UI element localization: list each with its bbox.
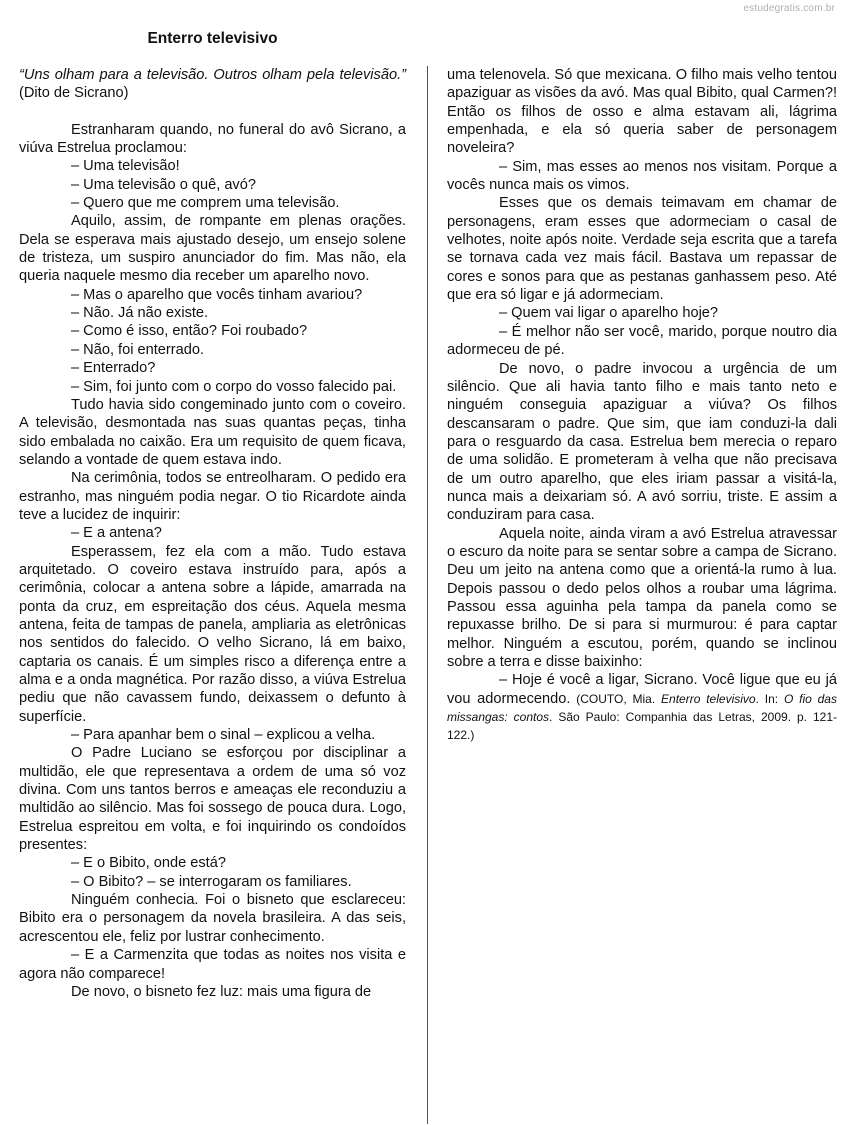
dialogue-line: – Uma televisão o quê, avó? xyxy=(71,176,256,193)
paragraph: Ninguém conhecia. Foi o bisneto que esclareceu: Bibito era o personagem da novela brasileira. A das seis, acrescentou ele, feliz por lustrar conhecimento. xyxy=(19,892,406,945)
dialogue-line: – E a antena? xyxy=(71,525,162,542)
paragraph: Na cerimônia, todos se entreolharam. O pedido era estranho, mas ninguém podia negar. O tio Ricardote ainda teve a lucidez de inquirir: xyxy=(19,470,406,523)
watermark: estudegratis.com.br xyxy=(743,3,835,14)
dialogue-line: – Quero que me comprem uma televisão. xyxy=(71,195,340,212)
paragraph: uma telenovela. Só que mexicana. O filho mais velho tentou apaziguar as visões da avó. Mas qual Bibito, qual Carmen?! Então os filhos de osso e alma estavam ali, lágrima empenhada, e ela só queria saber de personagem noveleira? xyxy=(447,67,837,157)
reference-text: (COUTO, Mia. xyxy=(570,691,662,706)
reference-book: O fio das missangas: contos xyxy=(447,691,837,725)
left-column xyxy=(19,66,406,1001)
dialogue-line: – Como é isso, então? Foi roubado? xyxy=(71,323,308,340)
paragraph: O Padre Luciano se esforçou por disciplinar a multidão, ele que representava a ordem de uma só voz divina. Com uns tantos berros e ameaças ele reconduziu a multidão ao silêncio. Mas foi sossego de pouca dura. Logo, Estrelua espreitou em volta, e foi inquirindo os condoídos presentes: xyxy=(19,745,406,854)
dialogue-line: – Quem vai ligar o aparelho hoje? xyxy=(499,305,719,322)
paragraph: De novo, o bisneto fez luz: mais uma figura de xyxy=(71,983,372,1000)
dialogue-line: – Não. Já não existe. xyxy=(71,305,209,322)
dialogue-line: – Uma televisão! xyxy=(71,158,180,175)
story-title: Enterro televisivo xyxy=(147,30,278,47)
epigraph-quote: “Uns olham para a televisão. Outros olham pela televisão.” xyxy=(19,67,406,83)
paragraph: Esses que os demais teimavam em chamar de personagens, eram esses que adormeciam o casal de velhotes, noite após noite. Verdade seja escrita que a tarefa se tornava cada vez mais fácil. Bastava um repassar de cores e sonos para que as pestanas ganhassem peso. Até que era só ligar e já adormeciam. xyxy=(447,195,837,304)
dialogue-line: – É melhor não ser você, marido, porque noutro dia adormeceu de pé. xyxy=(447,323,837,359)
paragraph: Tudo havia sido congeminado junto com o coveiro. A televisão, desmontada nas suas quantas peças, tinha sido embalada no caixão. Era um requisito de quem ficava, selando a vontade de quem estava indo. xyxy=(19,396,406,468)
dialogue-line: – Mas o aparelho que vocês tinham avariou? xyxy=(71,286,363,303)
reference-title: Enterro televisivo xyxy=(661,691,756,706)
right-column xyxy=(447,66,837,745)
dialogue-line: – E o Bibito, onde está? xyxy=(71,855,226,872)
reference-text: . São Paulo: Companhia das Letras, 2009. p. 121-122.) xyxy=(447,710,837,743)
epigraph-attribution: (Dito de Sicrano) xyxy=(19,85,129,102)
column-divider xyxy=(427,66,428,1124)
closing-line xyxy=(447,671,837,744)
dialogue-line: – O Bibito? – se interrogaram os familiares. xyxy=(71,873,352,890)
dialogue-line: – Enterrado? xyxy=(71,360,156,377)
paragraph: Aquilo, assim, de rompante em plenas orações. Dela se esperava mais ajustado desejo, um ensejo solene de tristeza, um suspiro anunciador do fim. Mas não, ela queria naquele mesmo dia receber um aparelho novo. xyxy=(19,213,406,285)
dialogue-line: – Não, foi enterrado. xyxy=(71,341,205,358)
paragraph: Aquela noite, ainda viram a avó Estrelua atravessar o escuro da noite para se sentar sobre a campa de Sicrano. Deu um jeito na antena como que a orientá-la rumo à lua. Depois passou o dedo pelos olhos a roubar uma lágrima. Passou essa aguinha pela tampa da panela como se repuxasse brilho. De si para si murmurou: é para captar melhor. Ninguém a escutou, porém, quando se inclinou sobre a terra e disse baixinho: xyxy=(447,525,837,670)
dialogue-line: – Para apanhar bem o sinal – explicou a velha. xyxy=(71,727,376,744)
reference-text: . In: xyxy=(755,691,784,706)
dialogue-line: – Sim, foi junto com o corpo do vosso falecido pai. xyxy=(71,378,397,395)
paragraph: De novo, o padre invocou a urgência de um silêncio. Que ali havia tanto filho e mais tanto neto e ninguém conseguia apaziguar a viúva? Os filhos descansaram o padre. Que sim, que iam conduzi-la dali para o resguardo da casa. Estrelua bem merecia o reparo de uma solidão. E prometeram à velha que não precisava de um outro aparelho, que eles iriam passar a visitá-la, nunca mais a deixariam só. A avó sorriu, triste. E assim a conduziram para casa. xyxy=(447,360,837,524)
epigraph xyxy=(19,66,406,103)
dialogue-line: – E a Carmenzita que todas as noites nos visita e agora não comparece! xyxy=(19,947,406,982)
dialogue-line: – Sim, mas esses ao menos nos visitam. Porque a vocês nunca mais os vimos. xyxy=(447,158,837,194)
paragraph: Esperassem, fez ela com a mão. Tudo estava arquitetado. O coveiro estava instruído para, após a cerimônia, colocar a antena sobre a lápide, amarrada na ponta da cruz, em espreitação dos céus. Aquela mesma antena, feita de tampas de panela, ampliaria as eletrônicas nos sentidos do falecido. O velho Sicrano, lá em baixo, captaria os canais. É um simples risco a diferença entre a alma e a onda magnética. Por razão disso, a viúva Estrelua pediu que não cavassem fundo, deixassem o defunto à superfície. xyxy=(19,543,406,725)
paragraph: Estranharam quando, no funeral do avô Sicrano, a viúva Estrelua proclamou: xyxy=(19,121,406,157)
dialogue-line: – Hoje é você a ligar, Sicrano. Você ligue que eu já vou adormecendo. xyxy=(447,672,837,707)
